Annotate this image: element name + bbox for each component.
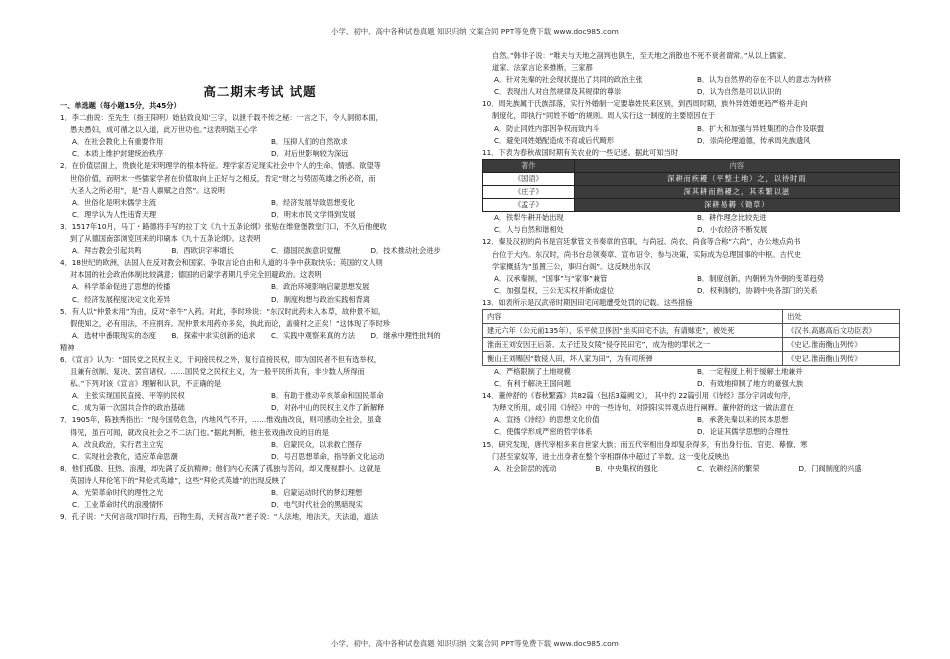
question-stem: 自然。”韩非子说：“唯夫与天地之剖判也俱生，至天地之消散也不死不衰者谓常。”从以上儒家、 bbox=[492, 51, 791, 60]
table-header-cell: 出处 bbox=[783, 309, 900, 323]
question-stem: 台位于大内。东汉时，尚书台总领奏章、宣布诏令、参与决策，实际成为总理国事的中枢。古代史 bbox=[492, 249, 802, 259]
question-3 bbox=[60, 221, 470, 257]
section-heading: 一、单选题（每小题15分，共45分） bbox=[60, 101, 181, 110]
option-b[interactable]: B．经济发展导致思想变化 bbox=[271, 197, 355, 207]
option-b[interactable]: B．有助于推动辛亥革命和国民革命 bbox=[271, 391, 384, 401]
left-column bbox=[60, 100, 470, 523]
option-d[interactable]: D．明末市民文学得到发展 bbox=[271, 209, 356, 219]
table-header-cell: 内容 bbox=[483, 309, 783, 323]
table-header-row bbox=[483, 309, 900, 323]
option-a[interactable]: A．选材中番眼现实的态度 bbox=[72, 330, 156, 340]
question-stem: 学家概括为“虽置三公，事归台阁”。这反映出东汉 bbox=[492, 261, 651, 271]
question-stem: 2．在价值层面上，贵族化是宋明理学的根本特征。理学家否定现实社会中个人的生命、情感、欲望等 bbox=[60, 161, 381, 171]
question-4 bbox=[60, 257, 470, 305]
option-c[interactable]: C．加强皇权，三公无实权并渐成虚位 bbox=[494, 285, 615, 295]
option-c[interactable]: C．农耕经济的繁荣 bbox=[697, 463, 760, 473]
question-stem: 6．《宣言》认为：“国民党之民权主义，于间接民权之外，复行直接民权，即为国民者不但有选举权， bbox=[60, 354, 381, 364]
option-b[interactable]: B．政治环境影响启蒙思想发展 bbox=[271, 282, 370, 292]
question-9-continued bbox=[482, 50, 900, 98]
table-cell-content: 建元六年（公元前135年），乐平侯卫侈因“坐买田宅不法，有请赇吏”，被处死 bbox=[483, 323, 783, 337]
question-stem: 且兼有创制、复决、罢官诸权。……国民党之民权主义，为一般平民所共有，非少数人所得而 bbox=[70, 367, 365, 377]
option-a[interactable]: A．科学革命促进了思想的传播 bbox=[72, 282, 171, 292]
option-c[interactable]: C．经济发展程度决定文化差异 bbox=[72, 294, 171, 304]
option-d[interactable]: D．权利制约，协调中央各部门的关系 bbox=[697, 285, 818, 295]
option-a[interactable]: A．针对先秦的社会现状提出了共同的政治主张 bbox=[494, 75, 643, 85]
option-b[interactable]: B．一定程度上利于缓解土地兼并 bbox=[697, 366, 803, 376]
question-1 bbox=[60, 112, 470, 160]
question-stem: 14．董仲舒的《春秋繁露》共82篇（包括3篇阙文）， 其中约 22篇引用《诗经》部分字词或句序， bbox=[482, 391, 796, 401]
option-a[interactable]: A．光荣革命时代的理性之光 bbox=[72, 488, 164, 497]
option-c[interactable]: C．实现社会教化，适应革命思潮 bbox=[72, 451, 178, 461]
table-cell-book: 《孟子》 bbox=[483, 199, 575, 212]
option-c[interactable]: C．本质上维护封建统治秩序 bbox=[72, 149, 164, 159]
table-cell-content: 深耕而疾耰（平整土地）之，以待时雨 bbox=[574, 172, 899, 185]
question-stem: 门甚至家奴等，进士出身者在整个宰相群体中超过了半数。这一变化反映出 bbox=[492, 451, 730, 461]
question-10 bbox=[482, 98, 900, 146]
table-row bbox=[483, 323, 900, 337]
land-punishment-table bbox=[482, 309, 900, 366]
option-d[interactable]: D．崇尚伦理道德，传承周先族遗风 bbox=[697, 135, 811, 145]
table-cell-source: 《史记.淮南衡山列传》 bbox=[783, 337, 900, 351]
question-9-start bbox=[60, 511, 470, 523]
question-stem: 10．周先族属于氏族部落，实行外婚制一定要靠姓民来区别，到西周时期，族外异姓婚更趋严格并走向 bbox=[482, 99, 808, 109]
question-stem: 5．有人以“仲景未用”为由，反对“牵牛”入药。对此，李时珍说：“东汉时此药未入本草，故仲景不知， bbox=[60, 306, 386, 316]
question-stem: 3．1517年10月，马丁・路德将手写的拉丁文《九十五条论纲》张贴在维登堡教堂门口，不久后他便收 bbox=[60, 221, 387, 231]
option-c[interactable]: C．避免同姓婚配造成不育或后代畸形 bbox=[494, 135, 615, 145]
table-cell-content: 深其耕而熟耰之，其禾繁以滋 bbox=[574, 186, 899, 199]
option-a[interactable]: A．社会阶层的流动 bbox=[494, 463, 557, 473]
option-d[interactable]: D．对孙中山的民权主义作了新解释 bbox=[271, 403, 385, 413]
question-stem: 假使知之，必有用法，不应捐弃。况仲景未用药亦多矣，执此而论，盖骑村之正矣！”这体现了李时珍 bbox=[70, 318, 390, 328]
question-2 bbox=[60, 160, 470, 220]
option-c[interactable]: C．德国民族意识觉醒 bbox=[271, 246, 341, 256]
question-stem: 15．研究发现，唐代宰相多来自世家大族；而五代宰相出身却复杂得多，有出身行伍、官吏、幕僚、寒 bbox=[482, 439, 808, 449]
page-footer: 小学、初中、高中各种试卷真题 知识归纳 文案合同 PPT等免费下载 www.doc985.com bbox=[331, 639, 619, 648]
question-stem: 11．下表为春秋战国时期有关农业的一些记述。据此可知当时 bbox=[482, 147, 679, 157]
question-stem: 私。”下列对该《宣言》理解和认识，不正确的是 bbox=[70, 379, 222, 389]
question-stem: 8．他们孤傲、狂热、浪漫，却先满了反抗精神；他们内心充满了孤独与苦闷，却又蔑视群小。这就是 bbox=[60, 463, 381, 473]
option-d[interactable]: D．门阀制度的兴盛 bbox=[798, 463, 862, 473]
option-d[interactable]: D．小农经济不断发展 bbox=[697, 225, 768, 235]
question-stem: 12．秦及汉初的尚书是宫廷掌管文书奏章的官职，与尚冠、尚衣、尚食等合称“六尚”，办公地点尚书 bbox=[482, 237, 801, 247]
table-header-cell: 内容 bbox=[574, 159, 899, 172]
option-a[interactable]: A．宣扬《诗经》的思想文化价值 bbox=[494, 415, 600, 425]
option-d[interactable]: D．制度构想与政治实践相背离 bbox=[271, 294, 370, 304]
question-stem: 制度化，即执行“同姓不婚”的规则。周人实行这一制度的主要原因在于 bbox=[492, 111, 716, 121]
option-c[interactable]: C．使儒学形成严密的哲学体系 bbox=[494, 427, 593, 437]
page-header: 小学、初中、高中各种试卷真题 知识归纳 文案合同 PPT等免费下载 www.doc985.com bbox=[331, 27, 619, 36]
option-b[interactable]: B．承袭先秦以来的民本思想 bbox=[697, 415, 789, 425]
question-11 bbox=[482, 147, 900, 237]
table-cell-source: 《汉书.高惠高后文功臣表》 bbox=[783, 323, 900, 337]
table-cell-content: 衡山王刘赐因“数侵人田，坏人家为田”，为有司所弹 bbox=[483, 351, 783, 365]
table-cell-content: 深耕易耨（锄草） bbox=[574, 199, 899, 212]
option-b[interactable]: B．中央集权的强化 bbox=[595, 463, 658, 473]
option-a[interactable]: A．汉承秦制，“国事”与“家事”兼管 bbox=[494, 273, 608, 283]
option-d[interactable]: D．论证其儒学思想的合理性 bbox=[697, 427, 789, 437]
question-stem: 9．孔子说：“天何言哉?四时行焉，百物生焉，天何言哉?”老子说：“人法地，地法天，天法道，道法 bbox=[60, 512, 379, 522]
question-stem: 世俗价值，而明末一些儒家学者在价值取向上正好与之相反，肯定“财之与势固英雄之所必资，而 bbox=[70, 173, 376, 183]
question-stem: 大圣人之所必用”，是“吾人禀赋之自然”。这说明 bbox=[70, 185, 225, 195]
question-12 bbox=[482, 236, 900, 296]
option-d[interactable]: D．有效地抑制了地方的豪强大族 bbox=[697, 379, 804, 389]
question-8 bbox=[60, 463, 470, 511]
option-b[interactable]: B．制度创新，内朝转为外朝的变革趋势 bbox=[697, 273, 825, 283]
option-c[interactable]: C．实践中观察来真的方法 bbox=[271, 330, 356, 340]
question-6 bbox=[60, 354, 470, 414]
option-a[interactable]: A．拜吉教会引起共鸣 bbox=[72, 246, 142, 256]
option-b[interactable]: B．探索中求实创新的追求 bbox=[171, 330, 256, 340]
option-c[interactable]: C．有利于解决王国问题 bbox=[494, 379, 571, 389]
option-a[interactable]: A．世俗化是明末儒学主流 bbox=[72, 197, 156, 207]
option-d[interactable]: D．技术推动社会进步 bbox=[370, 246, 441, 256]
option-c[interactable]: C．表现出人对自然规律及其规律的尊崇 bbox=[494, 87, 622, 97]
table-cell-book: 《国语》 bbox=[483, 172, 575, 185]
option-b[interactable]: B．启蒙民众，以求救亡图存 bbox=[271, 439, 363, 449]
table-header-cell: 著作 bbox=[483, 159, 575, 172]
option-d[interactable]: D．对后世影响较为深远 bbox=[271, 149, 349, 159]
option-a[interactable]: A．改良政治，实行君主立宪 bbox=[72, 439, 164, 449]
question-stem: 英国诗人拜伦笔下的“拜伦式英雄”，这些“拜伦式英雄”的出现反映了 bbox=[70, 475, 287, 485]
option-c[interactable]: C．理学认为人性违背天理 bbox=[72, 209, 157, 219]
agriculture-table bbox=[482, 159, 900, 212]
table-row bbox=[483, 199, 900, 212]
question-stem: 得见，虽百可闻，就改良社会之不二法门也。”据此判断，他主张戏曲改良的目的是 bbox=[70, 427, 329, 437]
question-stem: 7．1905年，陈独秀指出：“现今国势危急，内地风气不开，……惟戏曲改良，则可感动全社会，虽聋 bbox=[60, 415, 382, 425]
question-15 bbox=[482, 439, 900, 475]
question-stem: 愚夫愚妇，成可循之以入道，此万世功也。”这表明陆王心学 bbox=[70, 125, 258, 135]
option-a[interactable]: A．在社会教化上有重要作用 bbox=[72, 137, 164, 147]
question-13 bbox=[482, 297, 900, 390]
question-5 bbox=[60, 306, 470, 354]
table-row bbox=[483, 172, 900, 185]
right-column bbox=[482, 50, 900, 475]
table-row bbox=[483, 337, 900, 351]
option-d[interactable]: D．电气时代社会的黑暗现实 bbox=[271, 500, 363, 510]
table-row bbox=[483, 186, 900, 199]
table-cell-content: 淮南王刘安因王后荼、太子迁及女陵“侵夺民田宅”，成为他的罪状之一 bbox=[483, 337, 783, 351]
option-a[interactable]: A．主张实现国民直接、平等的民权 bbox=[72, 391, 185, 401]
option-continuation: 精神 bbox=[60, 342, 75, 352]
option-d[interactable]: D．继承中理性批判的 bbox=[370, 330, 441, 340]
option-c[interactable]: C．工业革命时代的浪漫情怀 bbox=[72, 500, 164, 510]
option-b[interactable]: B．启蒙运动时代的梦幻理想 bbox=[271, 488, 363, 497]
option-b[interactable]: B．扩大和加强与异姓集团的合作及联盟 bbox=[697, 123, 825, 133]
option-d[interactable]: D．认为自然是可以认识的 bbox=[697, 87, 782, 97]
option-a[interactable]: A．严格限制了土地规模 bbox=[494, 366, 571, 376]
option-b[interactable]: B．压抑人们的自然欲求 bbox=[271, 137, 348, 147]
question-14 bbox=[482, 390, 900, 438]
option-b[interactable]: B．认为自然界的存在不以人的意志为转移 bbox=[697, 75, 832, 85]
option-c[interactable]: C．成为第一次国共合作的政治基础 bbox=[72, 403, 185, 413]
table-header-row bbox=[483, 159, 900, 172]
question-stem: 13．如表所示是汉武帝时期因田宅问题遭受处罚的记载。这些措施 bbox=[482, 297, 693, 307]
page-title: 高二期末考试 试题 bbox=[203, 84, 317, 99]
question-stem: 1．李二曲说：至先生（指王阳明）始拈致良知'三字，以泄千载不传之秘：一言之下，令人洞彻本面， bbox=[60, 113, 383, 123]
question-7 bbox=[60, 414, 470, 462]
table-cell-source: 《史记.淮南衡山列传》 bbox=[783, 351, 900, 365]
table-row bbox=[483, 351, 900, 365]
option-a[interactable]: A．铁犁牛耕开始出现 bbox=[494, 213, 564, 223]
question-stem: 对本国的社会政治体制比较满意；德国的启蒙学者期几乎完全回避政治。这表明 bbox=[70, 270, 322, 280]
option-b[interactable]: B．耕作理念比较先进 bbox=[697, 213, 767, 223]
option-b[interactable]: B．西欧识字率增长 bbox=[171, 246, 234, 256]
option-a[interactable]: A．防止同姓内部因争权而致内斗 bbox=[494, 123, 600, 133]
question-stem: 道家、法家言论来推断，三家都 bbox=[492, 63, 593, 73]
option-d[interactable]: D．号召思想革命，指导新文化运动 bbox=[271, 451, 385, 461]
question-stem: 为释文所用，或引用《诗经》中的一些诗句，对阴阳实异观点进行阐释。董仲舒的这一做法意在 bbox=[492, 403, 794, 413]
table-cell-book: 《庄子》 bbox=[483, 186, 575, 199]
question-stem: 到了从德国南部浏览回来的印刷本《九十五条论纲》。这表明 bbox=[70, 234, 261, 244]
option-c[interactable]: C．人与自然和谐相处 bbox=[494, 225, 564, 235]
question-stem: 4．18世纪的欧洲，法国人在反对教会和国家、争取言论自由和人道的斗争中获取快乐；英国的文人则 bbox=[60, 258, 383, 268]
